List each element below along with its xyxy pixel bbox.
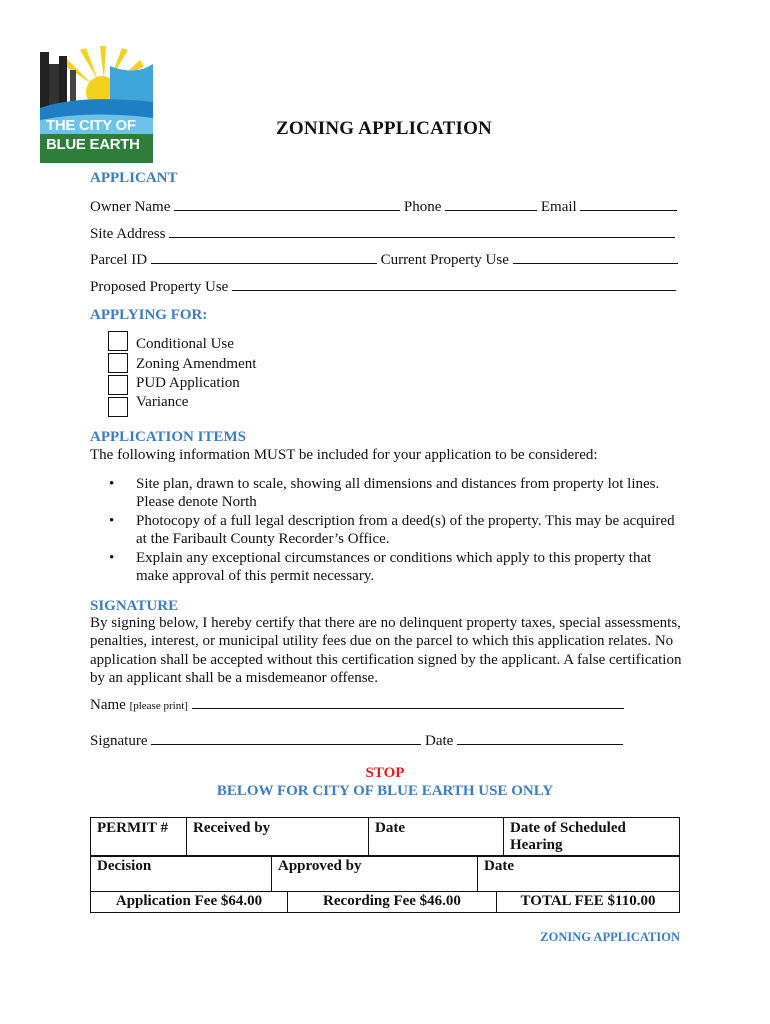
decision-cell[interactable] bbox=[91, 856, 272, 892]
certification-line-2: penalties, interest, or municipal utility fees due on the parcel to which this application relates. No bbox=[90, 633, 674, 650]
page-title: ZONING APPLICATION bbox=[276, 118, 492, 139]
signature-row bbox=[90, 733, 650, 750]
checkbox-pud-application[interactable] bbox=[108, 375, 128, 395]
proposed-use-field[interactable] bbox=[232, 279, 676, 291]
hearing-date-cell[interactable] bbox=[504, 818, 680, 857]
stop-label: STOP bbox=[365, 765, 405, 781]
certification-text bbox=[90, 614, 690, 688]
parcel-id-label: Parcel ID bbox=[90, 252, 148, 268]
option-pud-application: PUD Application bbox=[136, 375, 240, 391]
name-hint: [please print] bbox=[129, 700, 188, 712]
checkbox-conditional-use[interactable] bbox=[108, 331, 128, 351]
bullet-icon: • bbox=[109, 476, 115, 492]
email-label: Email bbox=[540, 199, 577, 215]
application-fee-cell bbox=[91, 891, 288, 913]
city-logo bbox=[40, 46, 153, 163]
total-fee-cell bbox=[497, 891, 680, 913]
fee-table bbox=[90, 891, 680, 913]
application-items-intro: The following information MUST be included for your application to be considered: bbox=[90, 447, 598, 463]
applying-for-heading: APPLYING FOR: bbox=[90, 307, 208, 323]
hearing-date-label-1: Date of Scheduled bbox=[510, 820, 626, 836]
received-by-label: Received by bbox=[193, 820, 271, 836]
proposed-use-row bbox=[90, 279, 680, 296]
list-item-line-1: Site plan, drawn to scale, showing all dimensions and distances from property lot lines. bbox=[136, 476, 660, 492]
phone-field[interactable] bbox=[445, 199, 537, 211]
list-item-line-2: Please denote North bbox=[136, 494, 257, 510]
recording-fee-label: Recording Fee $46.00 bbox=[323, 893, 461, 909]
option-zoning-amendment: Zoning Amendment bbox=[136, 356, 257, 372]
date-field[interactable] bbox=[457, 733, 623, 745]
certification-line-3: application shall be accepted without this certification signed by the applicant. A false certification bbox=[90, 651, 682, 668]
list-item-line-2: make approval of this permit necessary. bbox=[136, 568, 375, 584]
decision-table bbox=[90, 855, 680, 892]
site-address-field[interactable] bbox=[169, 226, 675, 238]
date-label: Date bbox=[425, 733, 454, 749]
decision-date-cell[interactable] bbox=[478, 856, 680, 892]
name-label: Name bbox=[90, 697, 126, 713]
name-row bbox=[90, 697, 650, 714]
recording-fee-cell bbox=[288, 891, 497, 913]
site-address-row bbox=[90, 226, 680, 243]
proposed-use-label: Proposed Property Use bbox=[90, 279, 229, 295]
hearing-date-label-2: Hearing bbox=[510, 837, 563, 853]
owner-name-label: Owner Name bbox=[90, 199, 171, 215]
list-item-line-2: at the Faribault County Recorder’s Office. bbox=[136, 531, 390, 547]
list-item-line-1: Photocopy of a full legal description from a deed(s) of the property. This may be acquired bbox=[136, 513, 675, 529]
applicant-heading: APPLICANT bbox=[90, 170, 178, 186]
certification-line-4: by an applicant shall be a misdemeanor offense. bbox=[90, 670, 378, 687]
list-item bbox=[109, 549, 689, 585]
site-address-label: Site Address bbox=[90, 226, 166, 242]
signature-label: Signature bbox=[90, 733, 148, 749]
date-header-label: Date bbox=[375, 820, 405, 836]
permit-number-cell[interactable] bbox=[91, 818, 187, 857]
parcel-row bbox=[90, 252, 680, 269]
received-by-cell[interactable] bbox=[187, 818, 369, 857]
date-cell[interactable] bbox=[369, 818, 504, 857]
option-variance: Variance bbox=[136, 394, 189, 410]
list-item bbox=[109, 475, 689, 511]
footer-label: ZONING APPLICATION bbox=[540, 930, 680, 944]
list-item bbox=[109, 512, 689, 548]
permit-table bbox=[90, 817, 680, 857]
list-item-line-1: Explain any exceptional circumstances or conditions which apply to this property that bbox=[136, 550, 652, 566]
permit-number-label: PERMIT # bbox=[97, 820, 168, 836]
checkbox-zoning-amendment[interactable] bbox=[108, 353, 128, 373]
logo-line-2: BLUE EARTH bbox=[46, 136, 140, 153]
approved-by-label: Approved by bbox=[278, 858, 362, 874]
bullet-icon: • bbox=[109, 550, 115, 566]
email-field[interactable] bbox=[580, 199, 677, 211]
signature-heading: SIGNATURE bbox=[90, 598, 179, 614]
decision-date-label: Date bbox=[484, 858, 514, 874]
current-use-label: Current Property Use bbox=[380, 252, 509, 268]
application-items-heading: APPLICATION ITEMS bbox=[90, 429, 246, 445]
phone-label: Phone bbox=[403, 199, 442, 215]
decision-label: Decision bbox=[97, 858, 152, 874]
total-fee-label: TOTAL FEE $110.00 bbox=[520, 893, 656, 909]
approved-by-cell[interactable] bbox=[272, 856, 478, 892]
checkbox-variance[interactable] bbox=[108, 397, 128, 417]
logo-line-1: THE CITY OF bbox=[46, 117, 136, 134]
city-use-only-label: BELOW FOR CITY OF BLUE EARTH USE ONLY bbox=[216, 783, 554, 799]
owner-row bbox=[90, 199, 680, 216]
parcel-id-field[interactable] bbox=[151, 252, 377, 264]
signature-field[interactable] bbox=[151, 733, 421, 745]
name-field[interactable] bbox=[192, 697, 624, 709]
application-fee-label: Application Fee $64.00 bbox=[115, 893, 263, 909]
owner-name-field[interactable] bbox=[174, 199, 400, 211]
certification-line-1: By signing below, I hereby certify that there are no delinquent property taxes, special assessments, bbox=[90, 615, 681, 631]
option-conditional-use: Conditional Use bbox=[136, 336, 234, 352]
bullet-icon: • bbox=[109, 513, 115, 529]
current-use-field[interactable] bbox=[513, 252, 678, 264]
